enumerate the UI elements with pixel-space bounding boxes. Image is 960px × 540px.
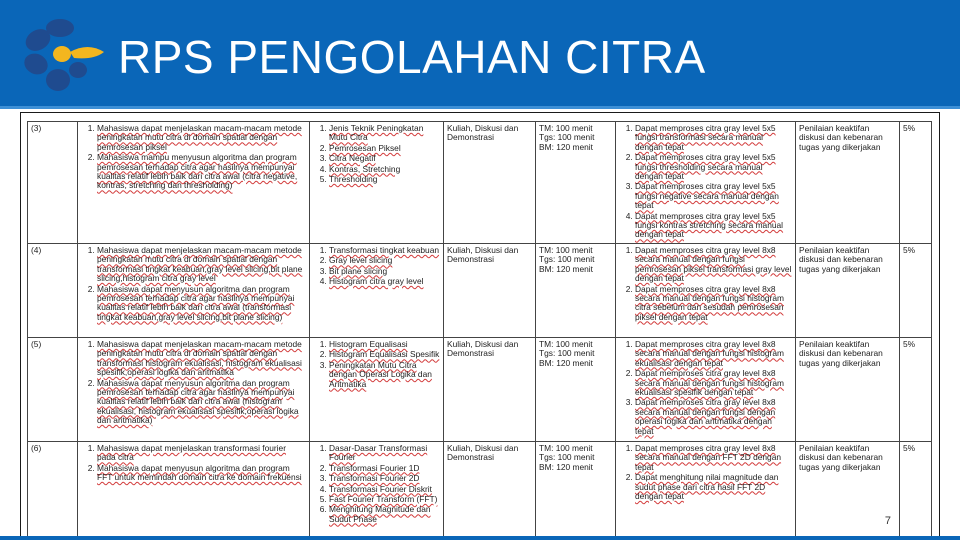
materials-cell-text: Transformasi tingkat keabuan [329,244,440,255]
indicators-cell [616,337,796,441]
indicators-cell [616,441,796,538]
rps-table [27,121,932,538]
objectives-cell-text: Mahasiswa dapat menyusun algoritma dan program FFT untuk memindah domain citra ke domain frekuensi [97,462,302,483]
indicators-cell-item [635,212,792,240]
indicators-cell [616,122,796,244]
materials-cell-text: Pemrosesan Piksel [329,142,401,153]
objectives-cell-text: Mahasiswa dapat menyusun algoritma dan program pemrosesan terhadap citra agar hasilnya mempunyai kualitas relatif lebih baik dari citra awal (histogram ekualisasi, histogram ekualisasi spesifik,operasi logika dan aritmatika) [97,377,299,426]
objectives-cell-text: Mahasiswa dapat menjelaskan macam-macam metode peningkatan mutu citra di domain spatial dengan pemrosesan piksel [97,123,302,152]
week-cell: (3) [28,122,78,244]
materials-cell-text: Kontras, Stretching [329,163,401,174]
materials-cell-text: Bit plane slicing [329,265,388,276]
materials-cell-item [329,175,440,184]
indicators-cell-item [635,182,792,210]
objectives-cell-text: Mahasiswa dapat menyusun algoritma dan program pemrosesan terhadap citra agar hasilnya mempunyai kualitas relatif lebih baik dari citra awal (transformasi tingkat keabuan,gray level slicing,bit plane slicing) [97,283,295,322]
page-number: 7 [884,515,891,527]
materials-cell-item [329,505,440,524]
week-cell: (4) [28,243,78,337]
indicators-cell-item [635,246,792,284]
materials-cell-text: Transformasi Fourier 2D [329,473,420,484]
objectives-cell-item [97,340,306,378]
indicators-cell-text: Dapat memproses citra gray level 8x8 secara manual dengan fungsi histogram ekualisasi dengan tepat [635,338,784,368]
materials-cell-text: Dasar-Dasar Transformasi Fourier [329,442,428,463]
objectives-cell-text: Mahasiswa dapat menjelaskan transformasi fourier pada citra [97,442,286,463]
materials-cell [310,243,444,337]
indicators-cell-text: Dapat memproses citra gray level 5x5 fungsi thresholding secara manual dengan tepat [635,152,776,182]
indicators-cell-text: Dapat memproses citra gray level 8x8 secara manual dengan fungsi pemrosesan piksel transformasi gray level dengan tepat [635,244,792,284]
header-divider [0,106,960,109]
university-logo-icon [14,14,106,94]
method-cell: Kuliah, Diskusi dan Demonstrasi [444,441,536,538]
assessment-cell: Penilaian keaktifan diskusi dan kebenaran tugas yang dikerjakan [796,337,900,441]
weight-cell: 5% [900,337,932,441]
indicators-cell-item [635,473,792,501]
objectives-cell-list [81,340,306,426]
indicators-cell-item [635,340,792,368]
objectives-cell-list [81,246,306,322]
time-line: Tgs: 100 menit [539,452,595,463]
materials-cell [310,337,444,441]
materials-cell-text: Histogram Equalisasi Spesifik [329,349,440,360]
indicators-cell-text: Dapat memproses citra gray level 8x8 secara manual dengan fungsi histogram ekualisasi spesifik dengan tepat [635,368,784,397]
materials-cell-item [329,144,440,153]
time-line: BM: 120 menit [539,263,593,274]
materials-cell-item [329,256,440,265]
method-cell: Kuliah, Diskusi dan Demonstrasi [444,122,536,244]
indicators-cell-list [619,340,792,436]
materials-cell-text: Gray level slicing [329,255,393,266]
objectives-cell-item [97,153,306,191]
time-line: TM: 100 menit [539,338,593,349]
materials-cell-item [329,495,440,504]
table-row [28,337,932,441]
materials-cell-item [329,277,440,286]
weight-cell: 5% [900,441,932,538]
materials-cell-item [329,246,440,255]
indicators-cell-item [635,153,792,181]
assessment-cell: Penilaian keaktifan diskusi dan kebenaran tugas yang dikerjakan [796,441,900,538]
time-line: TM: 100 menit [539,442,593,453]
time-line: Tgs: 100 menit [539,132,595,143]
materials-cell-text: Fast Fourier Transform (FFT) [329,493,438,504]
time-cell [536,337,616,441]
indicators-cell-item [635,444,792,472]
time-line: Tgs: 100 menit [539,348,595,359]
indicators-cell-list [619,124,792,240]
time-cell [536,243,616,337]
materials-cell-item [329,124,440,143]
time-line: BM: 120 menit [539,357,593,368]
method-cell: Kuliah, Diskusi dan Demonstrasi [444,243,536,337]
objectives-cell-text: Mahasiswa dapat menjelaskan macam-macam metode peningkatan mutu citra di domain spatial dengan transformasi tingkat keabuan,gray level slicing,bit plane slicing,histogram citra gray level [97,244,303,284]
materials-cell-item [329,474,440,483]
materials-cell-text: Menghitung Magnitude dan Sudut Phase [329,504,431,524]
time-cell [536,122,616,244]
materials-cell-item [329,464,440,473]
objectives-cell-list [81,124,306,191]
time-line: BM: 120 menit [539,141,593,152]
bottom-strip [0,536,960,540]
time-line: BM: 120 menit [539,461,593,472]
indicators-cell-text: Dapat menghitung nilai magnitude dan sudut phase dari citra hasil FFT 2D dengan tepat [635,472,779,501]
objectives-cell [78,243,310,337]
materials-cell-item [329,165,440,174]
week-cell: (6) [28,441,78,538]
weight-cell: 5% [900,243,932,337]
objectives-cell-item [97,285,306,323]
indicators-cell-text: Dapat memproses citra gray level 8x8 secara manual dengan fungsi histogram citra sebelum dan sesudah pemrosesan piksel dengan tepat [635,283,784,322]
indicators-cell-text: Dapat memproses citra gray level 8x8 secara manual dengan FFT 2D dengan tepat [635,442,782,472]
assessment-cell: Penilaian keaktifan diskusi dan kebenaran tugas yang dikerjakan [796,243,900,337]
indicators-cell-list [619,444,792,501]
objectives-cell-text: Mahasiswa dapat menjelaskan macam-macam metode peningkatan mutu citra di domain spatial dengan transformasi histogram ekualisasi, histogram ekualisasi spesifik,operasi logika dan aritmatika [97,338,302,378]
week-cell: (5) [28,337,78,441]
indicators-cell-text: Dapat memproses citra gray level 5x5 fungsi negative secara manual dengan tepat [635,181,779,211]
rps-table-image [20,112,940,538]
materials-cell-text: Transformasi Fourier 1D [329,462,420,473]
indicators-cell-item [635,285,792,323]
materials-cell-list [313,340,440,389]
materials-cell-item [329,340,440,349]
objectives-cell-item [97,464,306,483]
materials-cell-text: Jenis Teknik Peningkatan Mutu Citra [329,123,424,143]
materials-cell-item [329,444,440,463]
objectives-cell [78,337,310,441]
objectives-cell [78,441,310,538]
table-row [28,122,932,244]
materials-cell-text: Citra Negatif [329,153,376,164]
time-line: TM: 100 menit [539,123,593,133]
indicators-cell-text: Dapat memproses citra gray level 8x8 secara manual dengan fungsi dengan operasi logika dan aritmatika dengan tepat [635,397,776,436]
materials-cell-item [329,154,440,163]
objectives-cell [78,122,310,244]
objectives-cell-item [97,379,306,426]
indicators-cell-text: Dapat memproses citra gray level 5x5 fungsi kontras stretching secara manual dengan tepat [635,210,784,240]
objectives-cell-item [97,124,306,152]
indicators-cell-item [635,398,792,436]
method-cell: Kuliah, Diskusi dan Demonstrasi [444,337,536,441]
indicators-cell-list [619,246,792,322]
objectives-cell-item [97,444,306,463]
objectives-cell-item [97,246,306,284]
materials-cell-item [329,485,440,494]
materials-cell-text: Histogram citra gray level [329,276,424,287]
materials-cell-text: Transformasi Fourier Diskrit [329,483,432,494]
materials-cell-item [329,350,440,359]
table-row [28,441,932,538]
table-row [28,243,932,337]
time-line: Tgs: 100 menit [539,254,595,265]
indicators-cell-text: Dapat memproses citra gray level 5x5 fungsi transformasi secara manual dengan tepat [635,123,776,152]
slide-header [0,0,960,108]
assessment-cell: Penilaian keaktifan diskusi dan kebenaran tugas yang dikerjakan [796,122,900,244]
time-line: TM: 100 menit [539,244,593,255]
indicators-cell-item [635,124,792,152]
materials-cell-item [329,267,440,276]
materials-cell [310,441,444,538]
materials-cell-text: Peningkatan Mutu Citra dengan Operasi Logika dan Aritmatika [329,359,432,389]
materials-cell-list [313,124,440,184]
weight-cell: 5% [900,122,932,244]
objectives-cell-text: Mahasiswa mampu menyusun algoritma dan program pemrosesan terhadap citra agar hasilnya mempunyai kualitas relatif lebih baik dari citra awal (citra negative, kontras, stretching dan thresholding) [97,152,298,191]
materials-cell-list [313,246,440,287]
materials-cell-list [313,444,440,524]
indicators-cell-item [635,369,792,397]
materials-cell-item [329,361,440,389]
materials-cell-text: Thresholding [329,174,378,185]
indicators-cell [616,243,796,337]
time-cell [536,441,616,538]
materials-cell-text: Histogram Equalisasi [329,338,408,349]
page-title: RPS PENGOLAHAN CITRA [118,31,706,83]
objectives-cell-list [81,444,306,483]
materials-cell [310,122,444,244]
